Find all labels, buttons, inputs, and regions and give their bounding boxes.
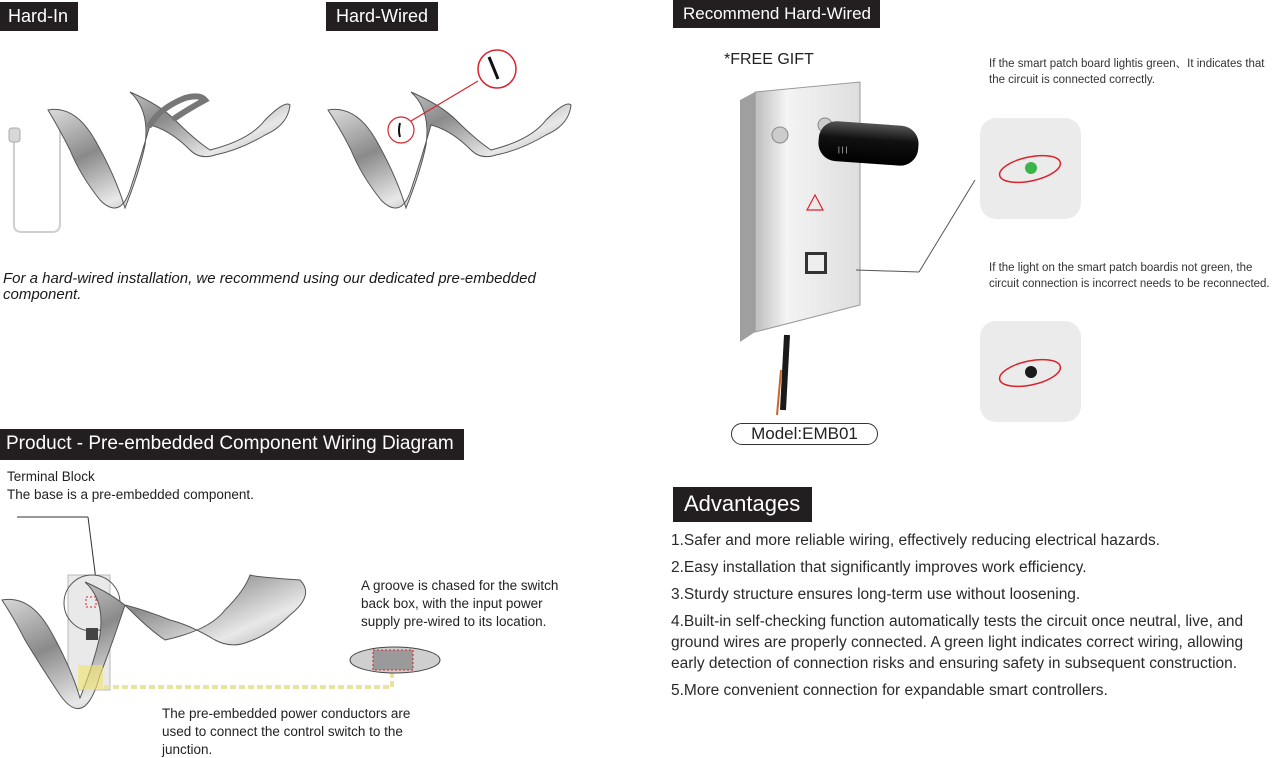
patch-board-off	[980, 321, 1081, 422]
groove-note: A groove is chased for the switch back box, with the input power supply pre-wired to its location.	[361, 578, 559, 629]
conductors-note: The pre-embedded power conductors are used to connect the control switch to the junction.	[162, 706, 411, 757]
advantage-item: 1.Safer and more reliable wiring, effectively reducing electrical hazards.	[671, 532, 1161, 549]
advantage-item: 4.Built-in self-checking function automatically tests the circuit once neutral, live, and ground wires are properly connected. A green light indicates correct wiring, allowing early detection of connection risks and ensuring safety in subsequent construction.	[671, 613, 1244, 672]
pre-embedded-component-image	[735, 80, 975, 420]
advantage-item: 3.Sturdy structure ensures long-term use without loosening.	[671, 586, 1081, 603]
section-title-advantages: Advantages	[673, 487, 812, 522]
hard-wired-note: For a hard-wired installation, we recommend using our dedicated pre-embedded component.	[3, 270, 536, 303]
patch-board-green	[980, 118, 1081, 219]
advantage-item: 5.More convenient connection for expandable smart controllers.	[671, 682, 1108, 699]
green-light-note: If the smart patch board lightis green、It indicates that the circuit is connected correctly.	[989, 58, 1265, 86]
off-indicator-light	[1025, 366, 1037, 378]
section-title-wiring-diagram: Product - Pre-embedded Component Wiring Diagram	[0, 429, 464, 460]
terminal-block-label: Terminal Block The base is a pre-embedded component.	[7, 469, 254, 502]
hard-in-lamp-image	[0, 80, 300, 240]
green-indicator-light	[1025, 162, 1037, 174]
section-title-hard-wired: Hard-Wired	[326, 2, 438, 31]
section-title-recommend: Recommend Hard-Wired	[673, 0, 880, 28]
svg-text:| | |: | | |	[838, 147, 848, 154]
free-gift-label: *FREE GIFT	[724, 51, 814, 68]
section-title-hard-in: Hard-In	[0, 2, 78, 31]
advantage-item: 2.Easy installation that significantly improves work efficiency.	[671, 559, 1087, 576]
model-label: Model:EMB01	[731, 423, 878, 445]
advantages-list	[671, 530, 1280, 707]
not-green-light-note: If the light on the smart patch boardis not green, the circuit connection is incorrect needs to be reconnected.	[989, 262, 1270, 290]
hard-wired-lamp-image	[326, 45, 576, 235]
